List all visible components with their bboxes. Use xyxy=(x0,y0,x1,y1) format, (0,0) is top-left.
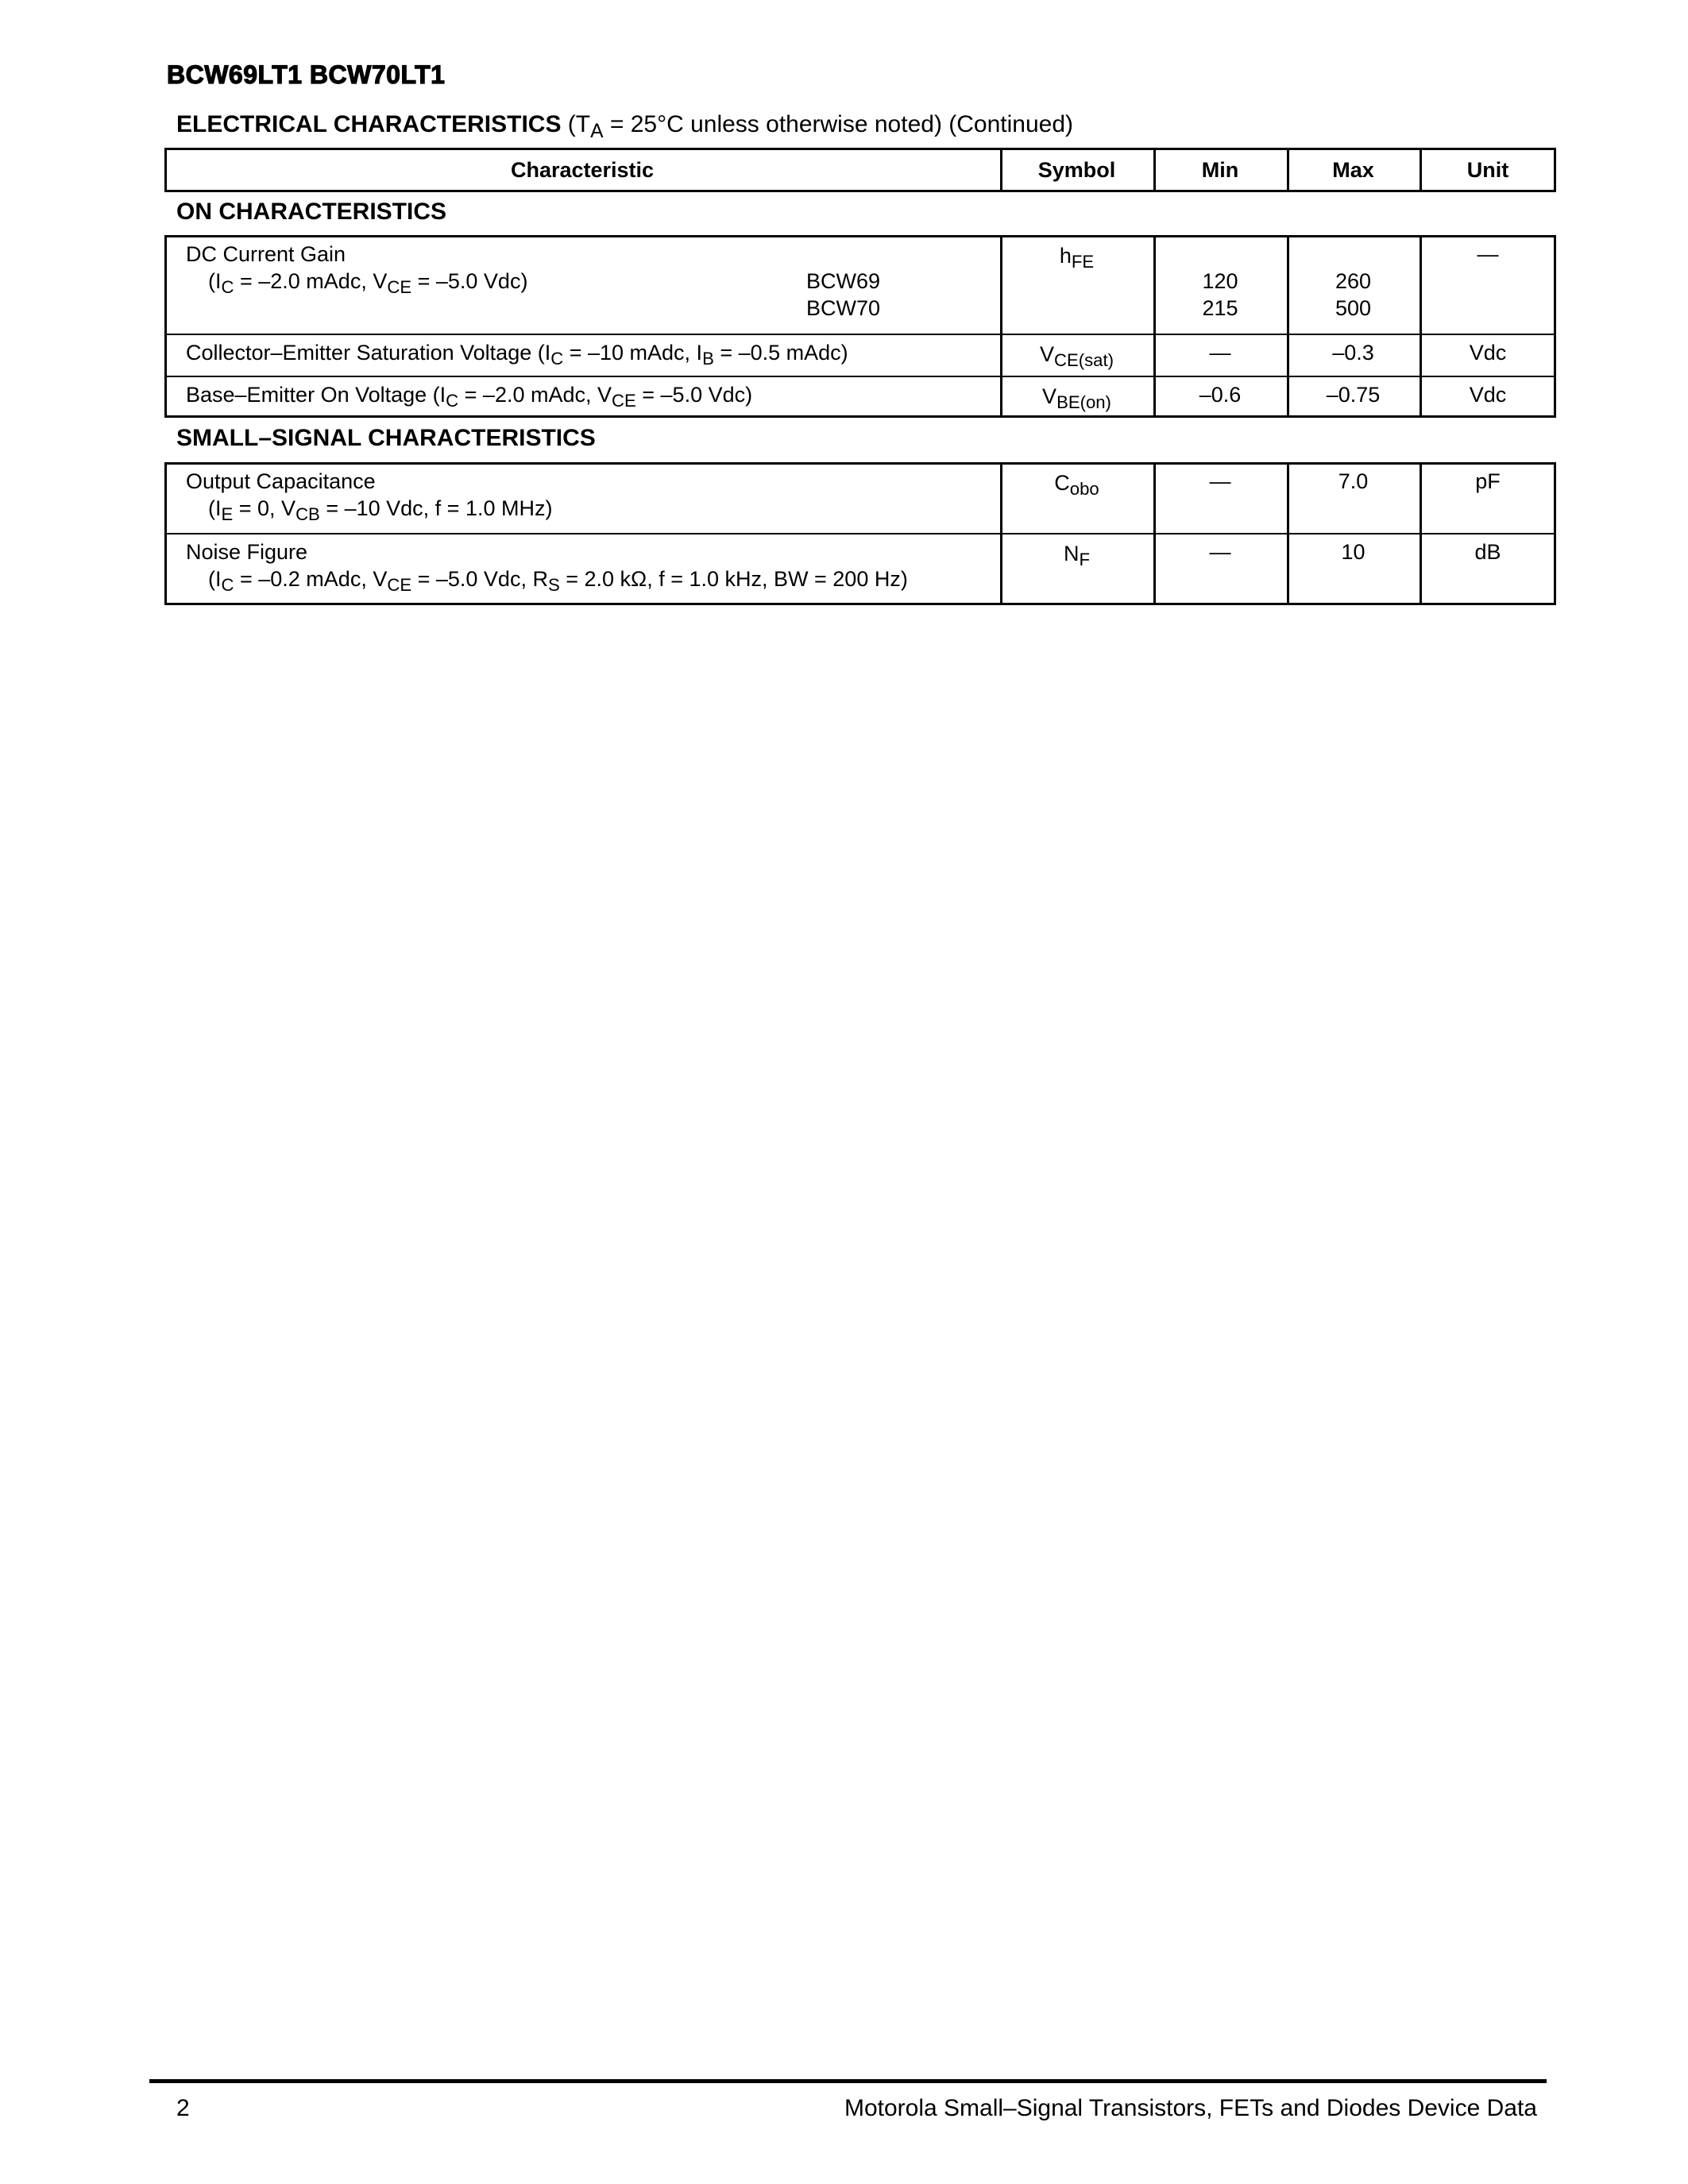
unit-nf: dB xyxy=(1474,540,1501,564)
base-emitter-on-label: Base–Emitter On Voltage ($I_C = -2.0$ mAdc, $V_{CE} = -5.0$ Vdc) xyxy=(186,383,753,411)
section-title: ELECTRICAL CHARACTERISTICS xyxy=(176,111,562,137)
min-cobo: — xyxy=(1209,469,1231,493)
max-vce-sat: –0.3 xyxy=(1332,341,1374,365)
section-note: ($T_A = 25^\circ C$ unless otherwise noted) (Continued) xyxy=(567,111,1074,142)
section-heading xyxy=(176,111,1073,143)
min-nf: — xyxy=(1209,540,1231,564)
dc-current-gain-conditions: ($I_C = -2.0$ mAdc, $V_{CE} = -5.0$ Vdc) xyxy=(208,269,528,298)
variant-bcw70: BCW70 xyxy=(806,296,881,320)
symbol-cobo: $C_{obo}$ xyxy=(1054,471,1099,500)
header-max: Max xyxy=(1332,158,1374,182)
small-signal-heading: SMALL–SIGNAL CHARACTERISTICS xyxy=(176,425,596,451)
output-capacitance-conditions: ($I_E = 0$, $V_{CB} = -10$ Vdc, f = 1.0 MHz) xyxy=(208,496,553,525)
unit-dc-current-gain: — xyxy=(1477,242,1499,266)
unit-vbe-on: Vdc xyxy=(1469,383,1507,407)
on-characteristics-heading: ON CHARACTERISTICS xyxy=(176,199,447,225)
noise-figure-conditions: ($I_C = -0.2$ mAdc, $V_{CE} = -5.0$ Vdc, $R_S = 2.0$ kΩ, f = 1.0 kHz, BW = 200 Hz) xyxy=(208,567,908,596)
header-characteristic: Characteristic xyxy=(510,158,655,182)
variant-bcw69: BCW69 xyxy=(806,269,881,293)
collector-emitter-saturation-label: Collector–Emitter Saturation Voltage ($I_C = -10$ mAdc, $I_B = -0.5$ mAdc) xyxy=(186,341,848,369)
noise-figure-label: Noise Figure xyxy=(186,540,308,564)
unit-cobo: pF xyxy=(1475,469,1501,493)
max-nf: 10 xyxy=(1341,540,1365,564)
min-vce-sat: — xyxy=(1209,341,1231,365)
symbol-vbe-on: $V_{BE(on)}$ xyxy=(1042,384,1111,413)
footer-rule xyxy=(149,2079,1547,2083)
max-bcw69: 260 xyxy=(1335,269,1372,293)
dc-current-gain-label: DC Current Gain xyxy=(186,242,346,266)
unit-vce-sat: Vdc xyxy=(1469,341,1507,365)
header-unit: Unit xyxy=(1466,158,1509,182)
electrical-characteristics-table xyxy=(164,148,1556,607)
min-bcw69: 120 xyxy=(1202,269,1238,293)
header-min: Min xyxy=(1201,158,1239,182)
symbol-hfe: $h_{FE}$ xyxy=(1059,244,1095,272)
min-vbe-on: –0.6 xyxy=(1199,383,1242,407)
min-bcw70: 215 xyxy=(1202,296,1238,320)
max-bcw70: 500 xyxy=(1335,296,1372,320)
page-number: 2 xyxy=(176,2095,190,2121)
output-capacitance-label: Output Capacitance xyxy=(186,469,376,493)
symbol-vce-sat: $V_{CE(sat)}$ xyxy=(1039,342,1114,371)
footer-publication: Motorola Small–Signal Transistors, FETs and Diodes Device Data xyxy=(844,2095,1537,2121)
max-cobo: 7.0 xyxy=(1338,469,1369,493)
max-vbe-on: –0.75 xyxy=(1326,383,1381,407)
symbol-nf: $N_F$ xyxy=(1063,542,1090,570)
header-symbol: Symbol xyxy=(1037,158,1116,182)
part-title: BCW69LT1 BCW70LT1 xyxy=(167,60,446,89)
